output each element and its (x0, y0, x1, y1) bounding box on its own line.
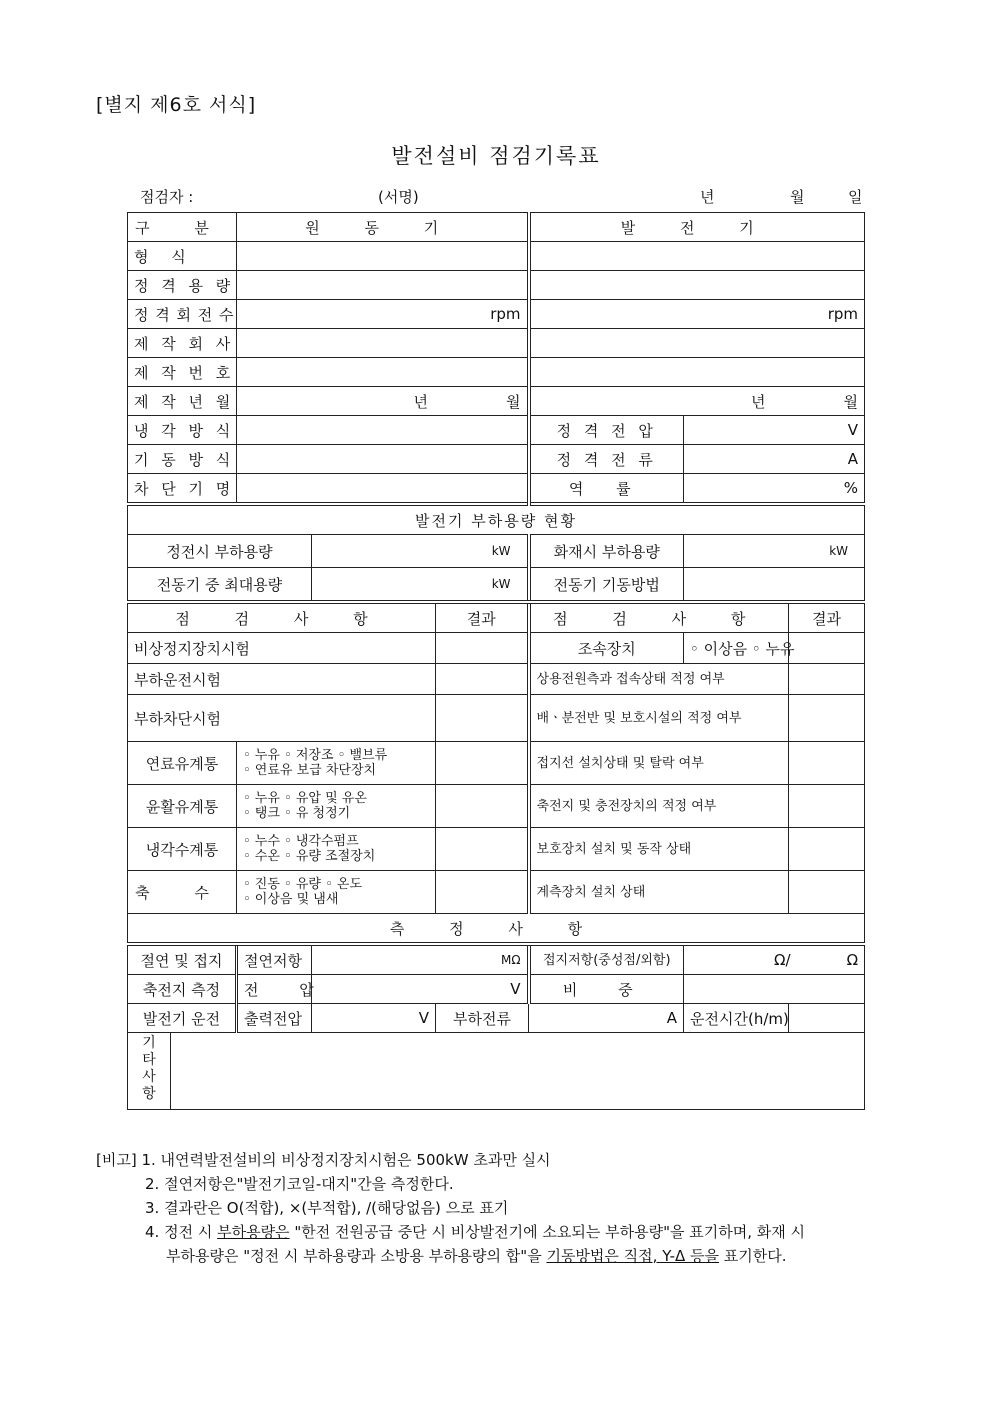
engine-capacity-field[interactable] (237, 271, 529, 300)
day-label: 일 (848, 188, 863, 206)
load-current-field[interactable]: A (529, 1004, 684, 1033)
run-time-field[interactable] (789, 1004, 865, 1033)
note-4: 4. 정전 시 부하용량은 "한전 전원공급 중단 시 비상발전기에 소요되는 부하용량"을 표기하며, 화재 시 (145, 1223, 805, 1241)
battery-charger-label: 축전지 및 충전장치의 적정 여부 (529, 785, 789, 828)
rated-voltage-field[interactable]: V (684, 416, 865, 445)
insulation-row (128, 944, 865, 975)
insulation-resistance-label: 절연저항 (237, 944, 312, 975)
maker-row (128, 329, 865, 358)
inspector-label: 점검자 : (140, 188, 194, 206)
protection-device-label: 보호장치 설치 및 동작 상태 (529, 828, 789, 871)
generator-type-field[interactable] (529, 242, 865, 271)
measurement-section-title: 측 정 사 항 (128, 914, 865, 945)
generator-header: 발 전 기 (529, 213, 865, 242)
battery-charger-result[interactable] (789, 785, 865, 828)
load-current-label: 부하전류 (436, 1004, 529, 1033)
battery-voltage-label: 전 압 (237, 975, 312, 1004)
inspector-line (140, 186, 864, 208)
load-section-title: 발전기 부하용량 현황 (128, 504, 865, 535)
category-header: 구 분 (128, 213, 237, 242)
signature-label: (서명) (378, 188, 419, 206)
insulation-resistance-field[interactable]: MΩ (312, 944, 529, 975)
run-time-label: 운전시간(h/m) (684, 1004, 789, 1033)
battery-row (128, 975, 865, 1004)
output-voltage-label: 출력전압 (237, 1004, 312, 1033)
motor-start-field[interactable] (684, 568, 865, 603)
outage-load-label: 정전시 부하용량 (128, 535, 312, 568)
cooling-system-result[interactable] (436, 828, 529, 871)
ohm-pair-unit: Ω/ (774, 951, 791, 969)
form-id: [별지 제6호 서식] (96, 94, 257, 116)
starting-row (128, 445, 865, 474)
panel-protection-label: 배ㆍ분전반 및 보호시설의 적정 여부 (529, 695, 789, 742)
other-row (128, 1033, 865, 1110)
output-voltage-field[interactable]: V (312, 1004, 436, 1033)
load-break-result[interactable] (436, 695, 529, 742)
inspection-form-table (127, 212, 865, 1110)
measurement-section-row (128, 914, 865, 945)
fuel-system-result[interactable] (436, 742, 529, 785)
ground-resistance-field[interactable] (684, 944, 865, 975)
inspection-row-2 (128, 664, 865, 695)
motor-max-field[interactable]: kW (312, 568, 529, 603)
generator-maker-field[interactable] (529, 329, 865, 358)
utility-connection-label: 상용전원측과 접속상태 적정 여부 (529, 664, 789, 695)
generator-capacity-field[interactable] (529, 271, 865, 300)
lube-system-result[interactable] (436, 785, 529, 828)
month-label: 월 (790, 188, 805, 206)
left-result-header: 결과 (436, 602, 529, 633)
outage-load-row (128, 535, 865, 568)
serial-row (128, 358, 865, 387)
generator-serial-field[interactable] (529, 358, 865, 387)
document-title: 발전설비 점검기록표 (391, 144, 601, 168)
engine-month-unit: 월 (506, 392, 521, 411)
starting-label: 기 동 방 식 (128, 445, 237, 474)
serial-label: 제 작 번 호 (128, 358, 237, 387)
spec-header-row (128, 213, 865, 242)
specific-gravity-field[interactable] (684, 975, 865, 1004)
note-3: 3. 결과란은 O(적합), ×(부적합), /(해당없음) 으로 표기 (145, 1199, 509, 1217)
battery-label: 축전지 측정 (128, 975, 237, 1004)
instrument-label: 계측장치 설치 상태 (529, 871, 789, 914)
maker-label: 제 작 회 사 (128, 329, 237, 358)
capacity-label: 정 격 용 량 (128, 271, 237, 300)
rated-current-label: 정 격 전 류 (529, 445, 684, 474)
engine-maker-field[interactable] (237, 329, 529, 358)
type-row (128, 242, 865, 271)
breaker-field[interactable] (237, 474, 529, 505)
breaker-label: 차 단 기 명 (128, 474, 237, 505)
panel-protection-result[interactable] (789, 695, 865, 742)
rpm-row (128, 300, 865, 329)
engine-type-field[interactable] (237, 242, 529, 271)
engine-date-field[interactable] (237, 387, 529, 416)
engine-year-unit: 년 (413, 392, 429, 411)
load-break-label: 부하차단시험 (128, 695, 436, 742)
inspection-row-4 (128, 742, 865, 785)
cooling-label: 냉 각 방 식 (128, 416, 237, 445)
protection-device-result[interactable] (789, 828, 865, 871)
engine-rpm-field[interactable]: rpm (237, 300, 529, 329)
other-label: 기 타 사 항 (128, 1033, 171, 1109)
ground-resistance-label: 접지저항(중성점/외함) (529, 944, 684, 975)
lube-system-label: 윤활유계통 (128, 785, 237, 828)
lube-system-detail: ◦ 누유 ◦ 유압 및 유온 ◦ 탱크 ◦ 유 청정기 (237, 785, 436, 828)
insulation-ground-label: 절연 및 접지 (128, 944, 237, 975)
load-run-label: 부하운전시험 (128, 664, 436, 695)
manufacture-date-label: 제 작 년 월 (128, 387, 237, 416)
bearing-detail: ◦ 진동 ◦ 유량 ◦ 온도 ◦ 이상음 및 냄새 (237, 871, 436, 914)
rpm-label: 정 격 회 전 수 (128, 300, 237, 329)
bearing-result[interactable] (436, 871, 529, 914)
fuel-system-detail: ◦ 누유 ◦ 저장조 ◦ 밸브류 ◦ 연료유 보급 차단장치 (237, 742, 436, 785)
ground-wire-result[interactable] (789, 742, 865, 785)
load-run-result[interactable] (436, 664, 529, 695)
generator-date-field[interactable] (529, 387, 865, 416)
note-2: 2. 절연저항은"발전기코일-대지"간을 측정한다. (145, 1175, 454, 1193)
other-field[interactable] (171, 1033, 864, 1109)
inspection-row-7 (128, 871, 865, 914)
ohm-unit: Ω (846, 951, 859, 969)
cooling-row (128, 416, 865, 445)
notes-prefix: [비고] (96, 1151, 137, 1169)
generator-year-unit: 년 (751, 392, 766, 411)
engine-starting-field[interactable] (237, 445, 529, 474)
right-items-header: 점 검 사 항 (529, 602, 789, 633)
governor-result[interactable] (789, 633, 865, 664)
ground-wire-label: 접지선 설치상태 및 탈락 여부 (529, 742, 789, 785)
power-factor-label: 역 률 (529, 474, 684, 505)
inspection-header-row (128, 602, 865, 633)
motor-row (128, 568, 865, 603)
rated-current-field[interactable]: A (684, 445, 865, 474)
inspection-row-3 (128, 695, 865, 742)
other-cell (128, 1033, 865, 1110)
note-4-continued: 부하용량은 "정전 시 부하용량과 소방용 부하용량의 합"을 기동방법은 직접, Y-Δ 등을 표기한다. (166, 1247, 787, 1265)
fire-load-label: 화재시 부하용량 (529, 535, 684, 568)
type-label: 형 식 (128, 242, 237, 271)
inspection-row-5 (128, 785, 865, 828)
inspection-row-1 (128, 633, 865, 664)
power-factor-field[interactable]: % (684, 474, 865, 505)
cooling-system-detail: ◦ 누수 ◦ 냉각수펌프 ◦ 수온 ◦ 유량 조절장치 (237, 828, 436, 871)
year-label: 년 (700, 188, 715, 206)
cooling-system-label: 냉각수계통 (128, 828, 237, 871)
outage-load-field[interactable]: kW (312, 535, 529, 568)
engine-header: 원 동 기 (237, 213, 529, 242)
capacity-row (128, 271, 865, 300)
motor-max-label: 전동기 중 최대용량 (128, 568, 312, 603)
engine-serial-field[interactable] (237, 358, 529, 387)
instrument-result[interactable] (789, 871, 865, 914)
governor-detail: ◦ 이상음 ◦ 누유 (684, 633, 789, 664)
load-section-row (128, 504, 865, 535)
fuel-system-label: 연료유계통 (128, 742, 237, 785)
note-1: [비고] 1. 내연력발전설비의 비상정지장치시험은 500kW 초과만 실시 (96, 1151, 551, 1169)
generator-month-unit: 월 (843, 392, 859, 411)
notes (96, 1148, 896, 1268)
generator-rpm-field[interactable]: rpm (529, 300, 865, 329)
gen-run-label: 발전기 운전 (128, 1004, 237, 1033)
motor-start-label: 전동기 기동방법 (529, 568, 684, 603)
breaker-row (128, 474, 865, 505)
specific-gravity-label: 비 중 (529, 975, 684, 1004)
battery-voltage-field[interactable]: V (312, 975, 529, 1004)
inspection-row-6 (128, 828, 865, 871)
left-items-header: 점 검 사 항 (128, 602, 436, 633)
right-result-header: 결과 (789, 602, 865, 633)
engine-cooling-field[interactable] (237, 416, 529, 445)
utility-connection-result[interactable] (789, 664, 865, 695)
emergency-stop-result[interactable] (436, 633, 529, 664)
rated-voltage-label: 정 격 전 압 (529, 416, 684, 445)
emergency-stop-label: 비상정지장치시험 (128, 633, 436, 664)
gen-run-row (128, 1004, 865, 1033)
fire-load-field[interactable]: kW (684, 535, 865, 568)
manufacture-date-row (128, 387, 865, 416)
governor-label: 조속장치 (529, 633, 684, 664)
bearing-label: 축 수 (128, 871, 237, 914)
